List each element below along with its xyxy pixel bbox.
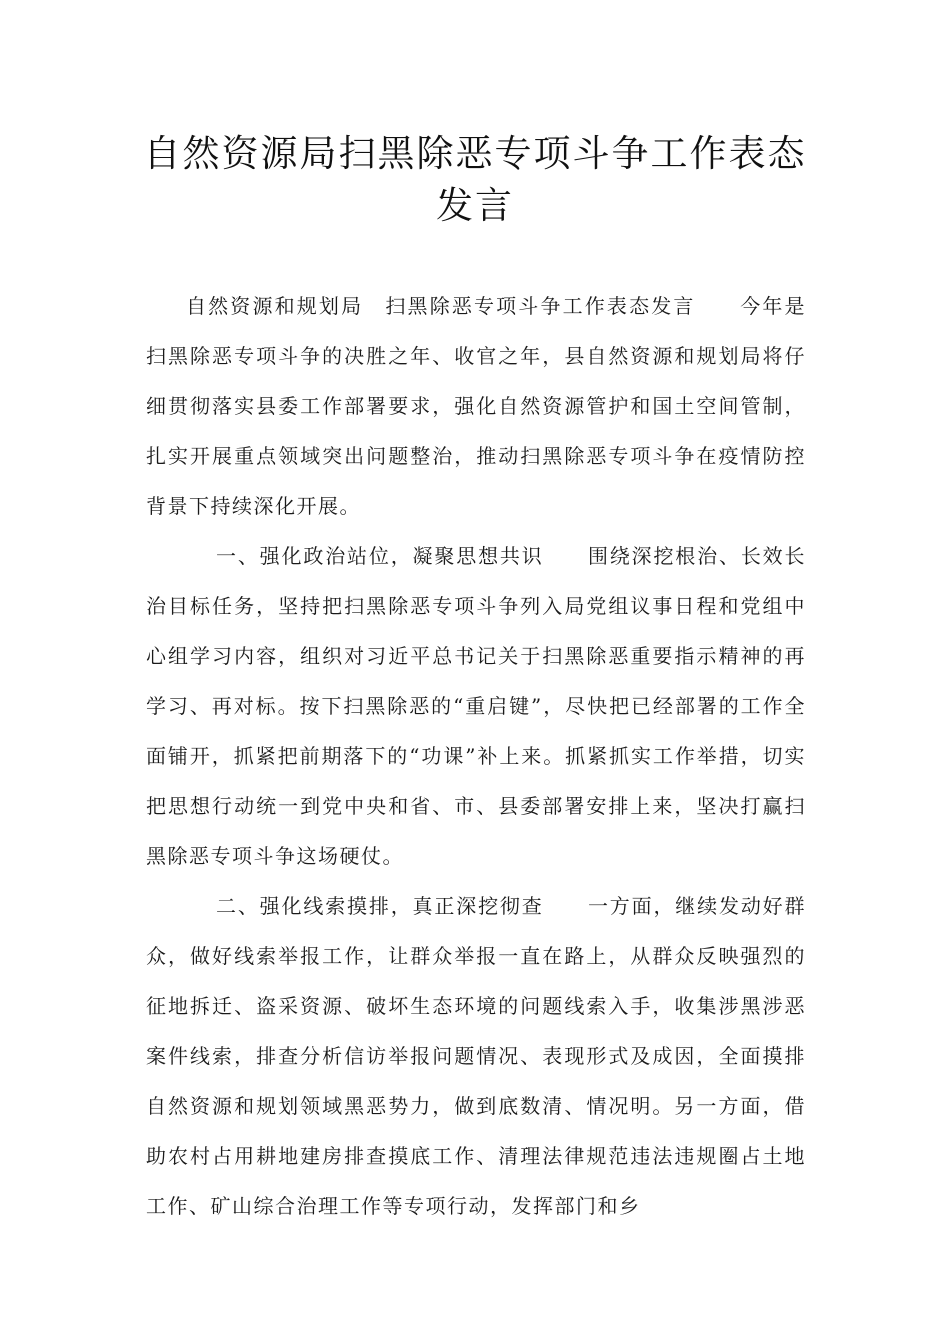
- paragraph-heading: 自然资源和规划局 扫黑除恶专项斗争工作表态发言: [186, 294, 696, 318]
- paragraph-section-2: [146, 881, 806, 1231]
- paragraph-text: 围绕深挖根治、长效长治目标任务，坚持把扫黑除恶专项斗争列入局党组议事日程和党组中心组学习内容，组织对习近平总书记关于扫黑除恶重要指示精神的再学习、再对标。按下扫黑除恶的“重启键”，尽快把已经部署的工作全面铺开，抓紧把前期落下的“功课”补上来。抓紧抓实工作举措，切实把思想行动统一到党中央和省、市、县委部署安排上来，坚决打赢扫黑除恶专项斗争这场硬仗。: [146, 544, 807, 868]
- document-body: [146, 281, 806, 1231]
- title-line-1: 自然资源局扫黑除恶专项斗争工作表态: [143, 132, 807, 175]
- section-heading: 二、强化线索摸排，真正深挖彻查: [216, 894, 544, 918]
- paragraph-text: 一方面，继续发动好群众，做好线索举报工作，让群众举报一直在路上，从群众反映强烈的征地拆迁、盗采资源、破坏生态环境的问题线索入手，收集涉黑涉恶案件线索，排查分析信访举报问题情况、表现形式及成因，全面摸排自然资源和规划领域黑恶势力，做到底数清、情况明。另一方面，借助农村占用耕地建房排查摸底工作、清理法律规范违法违规圈占土地工作、矿山综合治理工作等专项行动，发挥部门和乡: [146, 894, 807, 1218]
- paragraph-intro: [146, 281, 806, 531]
- document-title: [120, 128, 830, 232]
- title-line-2: 发言: [436, 184, 514, 227]
- paragraph-text: 今年是扫黑除恶专项斗争的决胜之年、收官之年，县自然资源和规划局将仔细贯彻落实县委工作部署要求，强化自然资源管护和国土空间管制，扎实开展重点领域突出问题整治，推动扫黑除恶专项斗争在疫情防控背景下持续深化开展。: [146, 294, 807, 518]
- section-heading: 一、强化政治站位，凝聚思想共识: [216, 544, 544, 568]
- paragraph-section-1: [146, 531, 806, 881]
